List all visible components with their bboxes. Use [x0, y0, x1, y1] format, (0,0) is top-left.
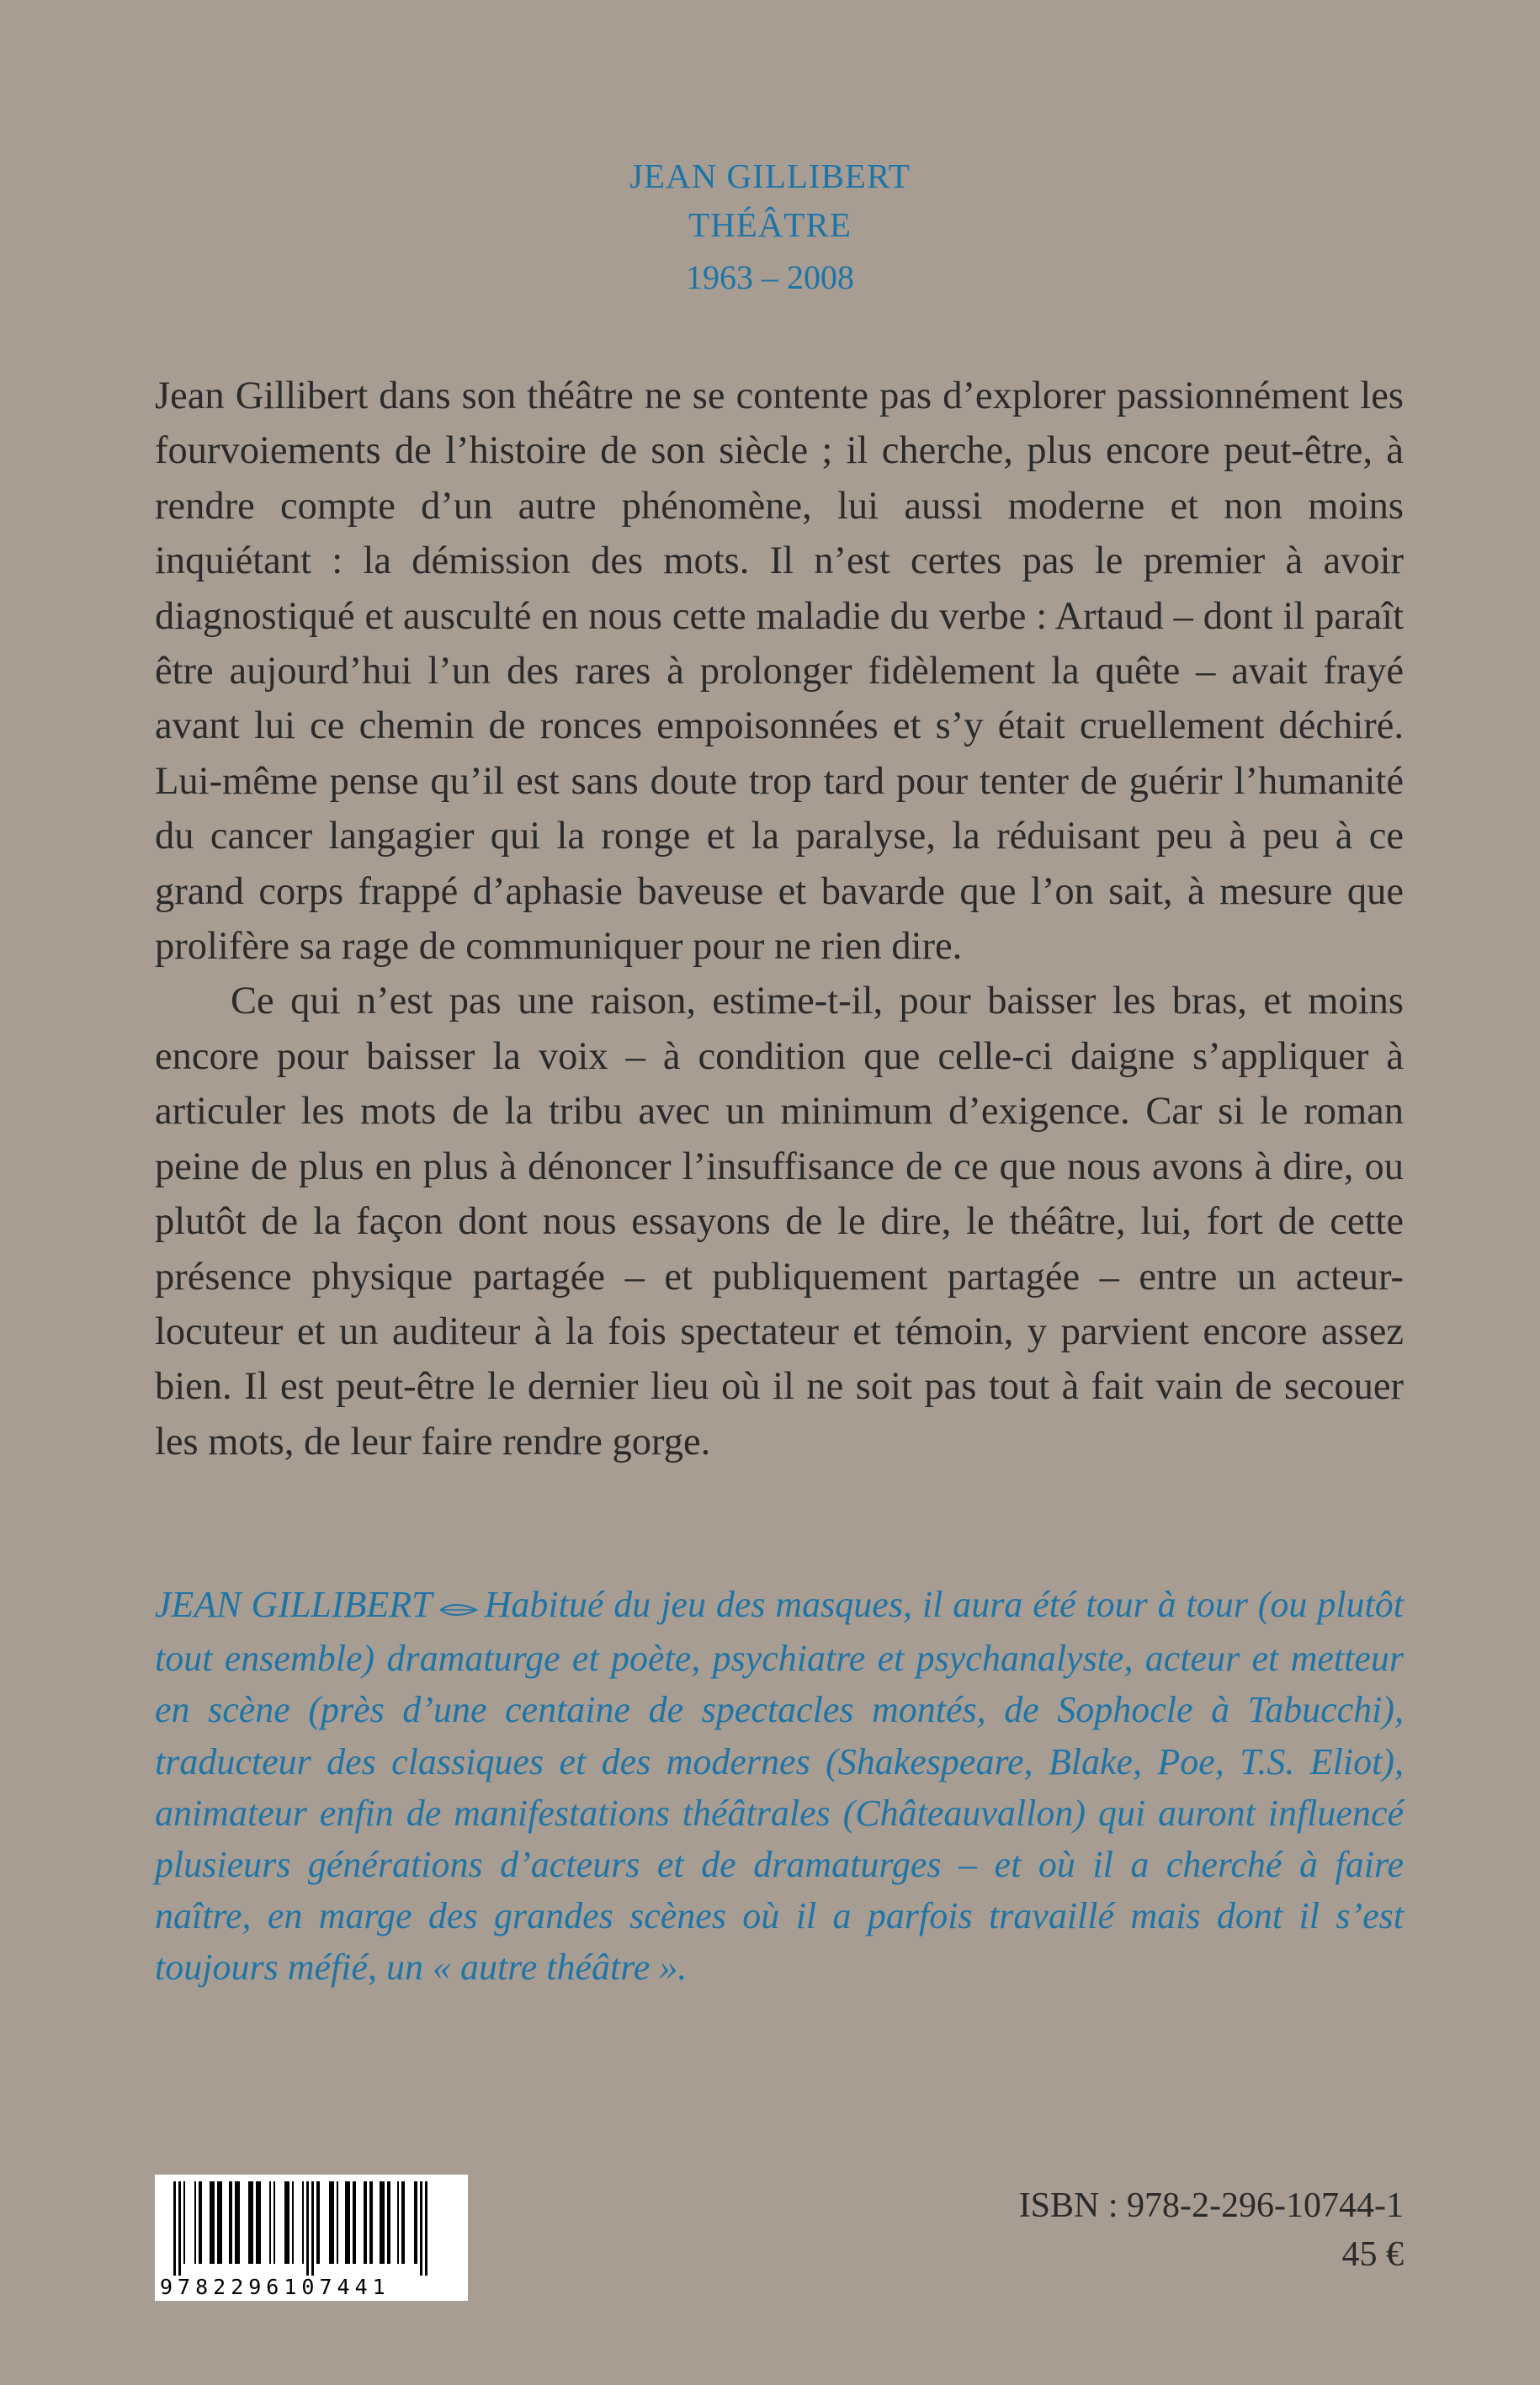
barcode-bar — [235, 2181, 240, 2264]
barcode-bar — [311, 2181, 314, 2276]
barcode-bar — [364, 2181, 367, 2264]
barcode-bar — [269, 2181, 271, 2264]
barcode-bar — [329, 2181, 334, 2264]
author-name: JEAN GILLIBERT — [629, 157, 911, 195]
barcode-bar — [273, 2181, 275, 2264]
barcode-bar — [397, 2181, 399, 2264]
barcode-bar — [414, 2181, 417, 2264]
book-dates: 1963 – 2008 — [686, 258, 854, 296]
barcode-bar — [183, 2181, 185, 2264]
barcode-bar — [302, 2181, 304, 2264]
barcode-bar — [420, 2181, 422, 2276]
blurb-paragraph-1: Jean Gillibert dans son théâtre ne se contente pas d’explorer passionnément les fourvoiements de l’histoire de son siècle ; il cherche, plus encore peut-être, à rendre compte d’un autre phénomène, lui aussi moderne et non moins inquiétant : la démission des mots. Il n’est certes pas le premier à avoir diagnostiqué et ausculté en nous cette maladie du verbe : Artaud – dont il paraît être aujourd’hui l’un des rares à prolonger fidèlement la quête – avait frayé avant lui ce chemin de ronces empoisonnées et s’y était cruellement déchiré. Lui-même pense qu’il est sans doute trop tard pour tenter de guérir l’humanité du cancer langagier qui la ronge et la paralyse, la réduisant peu à peu à ce grand corps frappé d’aphasie baveuse et bavarde que l’on sait, à mesure que prolifère sa rage de communiquer pour ne rien dire. — [155, 374, 1404, 969]
bio-text: Habitué du jeu des masques, il aura été tour à tour (ou plutôt tout ensemble) dramaturge et poète, psychiatre et psychanalyste, acteur et metteur en scène (près d’une centaine de spectacles montés, de Sophocle à Tabucchi), traducteur des classiques et des modernes (Shakespeare, Blake, Poe, T.S. Eliot), animateur enfin de manifestations théâtrales (Châteauvallon) qui auront influencé plusieurs générations d’acteurs et de dramaturges – et où il a cherché à faire naître, en marge des grandes scènes où il a parfois travaillé mais dont il s’est toujours méfié, un « autre théâtre ». — [155, 1584, 1404, 1989]
barcode-number: 9782296107441 — [160, 2275, 390, 2299]
barcode-bar — [256, 2181, 261, 2264]
bio-name: JEAN GILLIBERT — [155, 1584, 433, 1625]
barcode-bar — [194, 2181, 196, 2264]
isbn-label: ISBN : 978-2-296-10744-1 — [1018, 2186, 1404, 2225]
barcode-bar — [292, 2181, 294, 2264]
barcode-bar — [387, 2181, 390, 2264]
cover-header — [0, 151, 1540, 305]
barcode-bar — [229, 2181, 232, 2264]
barcode-bar — [425, 2181, 427, 2276]
barcode-bar — [337, 2181, 338, 2264]
leaf-ornament-icon — [439, 1590, 478, 1623]
barcode-bar — [345, 2181, 350, 2264]
author-bio — [155, 1579, 1404, 1994]
barcode-bar — [210, 2181, 215, 2264]
barcode-bar — [316, 2181, 320, 2264]
barcode — [155, 2175, 468, 2301]
book-title: THÉÂTRE — [688, 205, 852, 244]
barcode-bar — [199, 2181, 202, 2264]
blurb — [155, 369, 1404, 1469]
barcode-bar — [380, 2181, 385, 2264]
barcode-bar — [248, 2181, 253, 2264]
barcode-bar — [401, 2181, 405, 2264]
isbn-block — [1019, 2181, 1404, 2279]
blurb-paragraph-2: Ce qui n’est pas une raison, estime-t-il, pour baisser les bras, et moins encore pour baisser la voix – à condition que celle-ci daigne s’appliquer à articuler les mots de la tribu avec un minimum d’exigence. Car si le roman peine de plus en plus à dénoncer l’insuffisance de ce que nous avons à dire, ou plutôt de la façon dont nous essayons de le dire, le théâtre, lui, fort de cette présence physique partagée – et publiquement partagée – entre un acteur-locuteur et un auditeur à la fois spectateur et témoin, y parvient encore assez bien. Il est peut-être le dernier lieu où il ne soit pas tout à fait vain de secouer les mots, de leur faire rendre gorge. — [155, 980, 1404, 1463]
barcode-bar — [353, 2181, 356, 2264]
barcode-bar — [369, 2181, 373, 2264]
price-label: 45 € — [1341, 2235, 1404, 2274]
barcode-bars — [155, 2175, 468, 2276]
barcode-bar — [178, 2181, 181, 2276]
barcode-bar — [217, 2181, 222, 2264]
barcode-bar — [284, 2181, 289, 2264]
barcode-bar — [173, 2181, 176, 2276]
barcode-bar — [306, 2181, 309, 2276]
